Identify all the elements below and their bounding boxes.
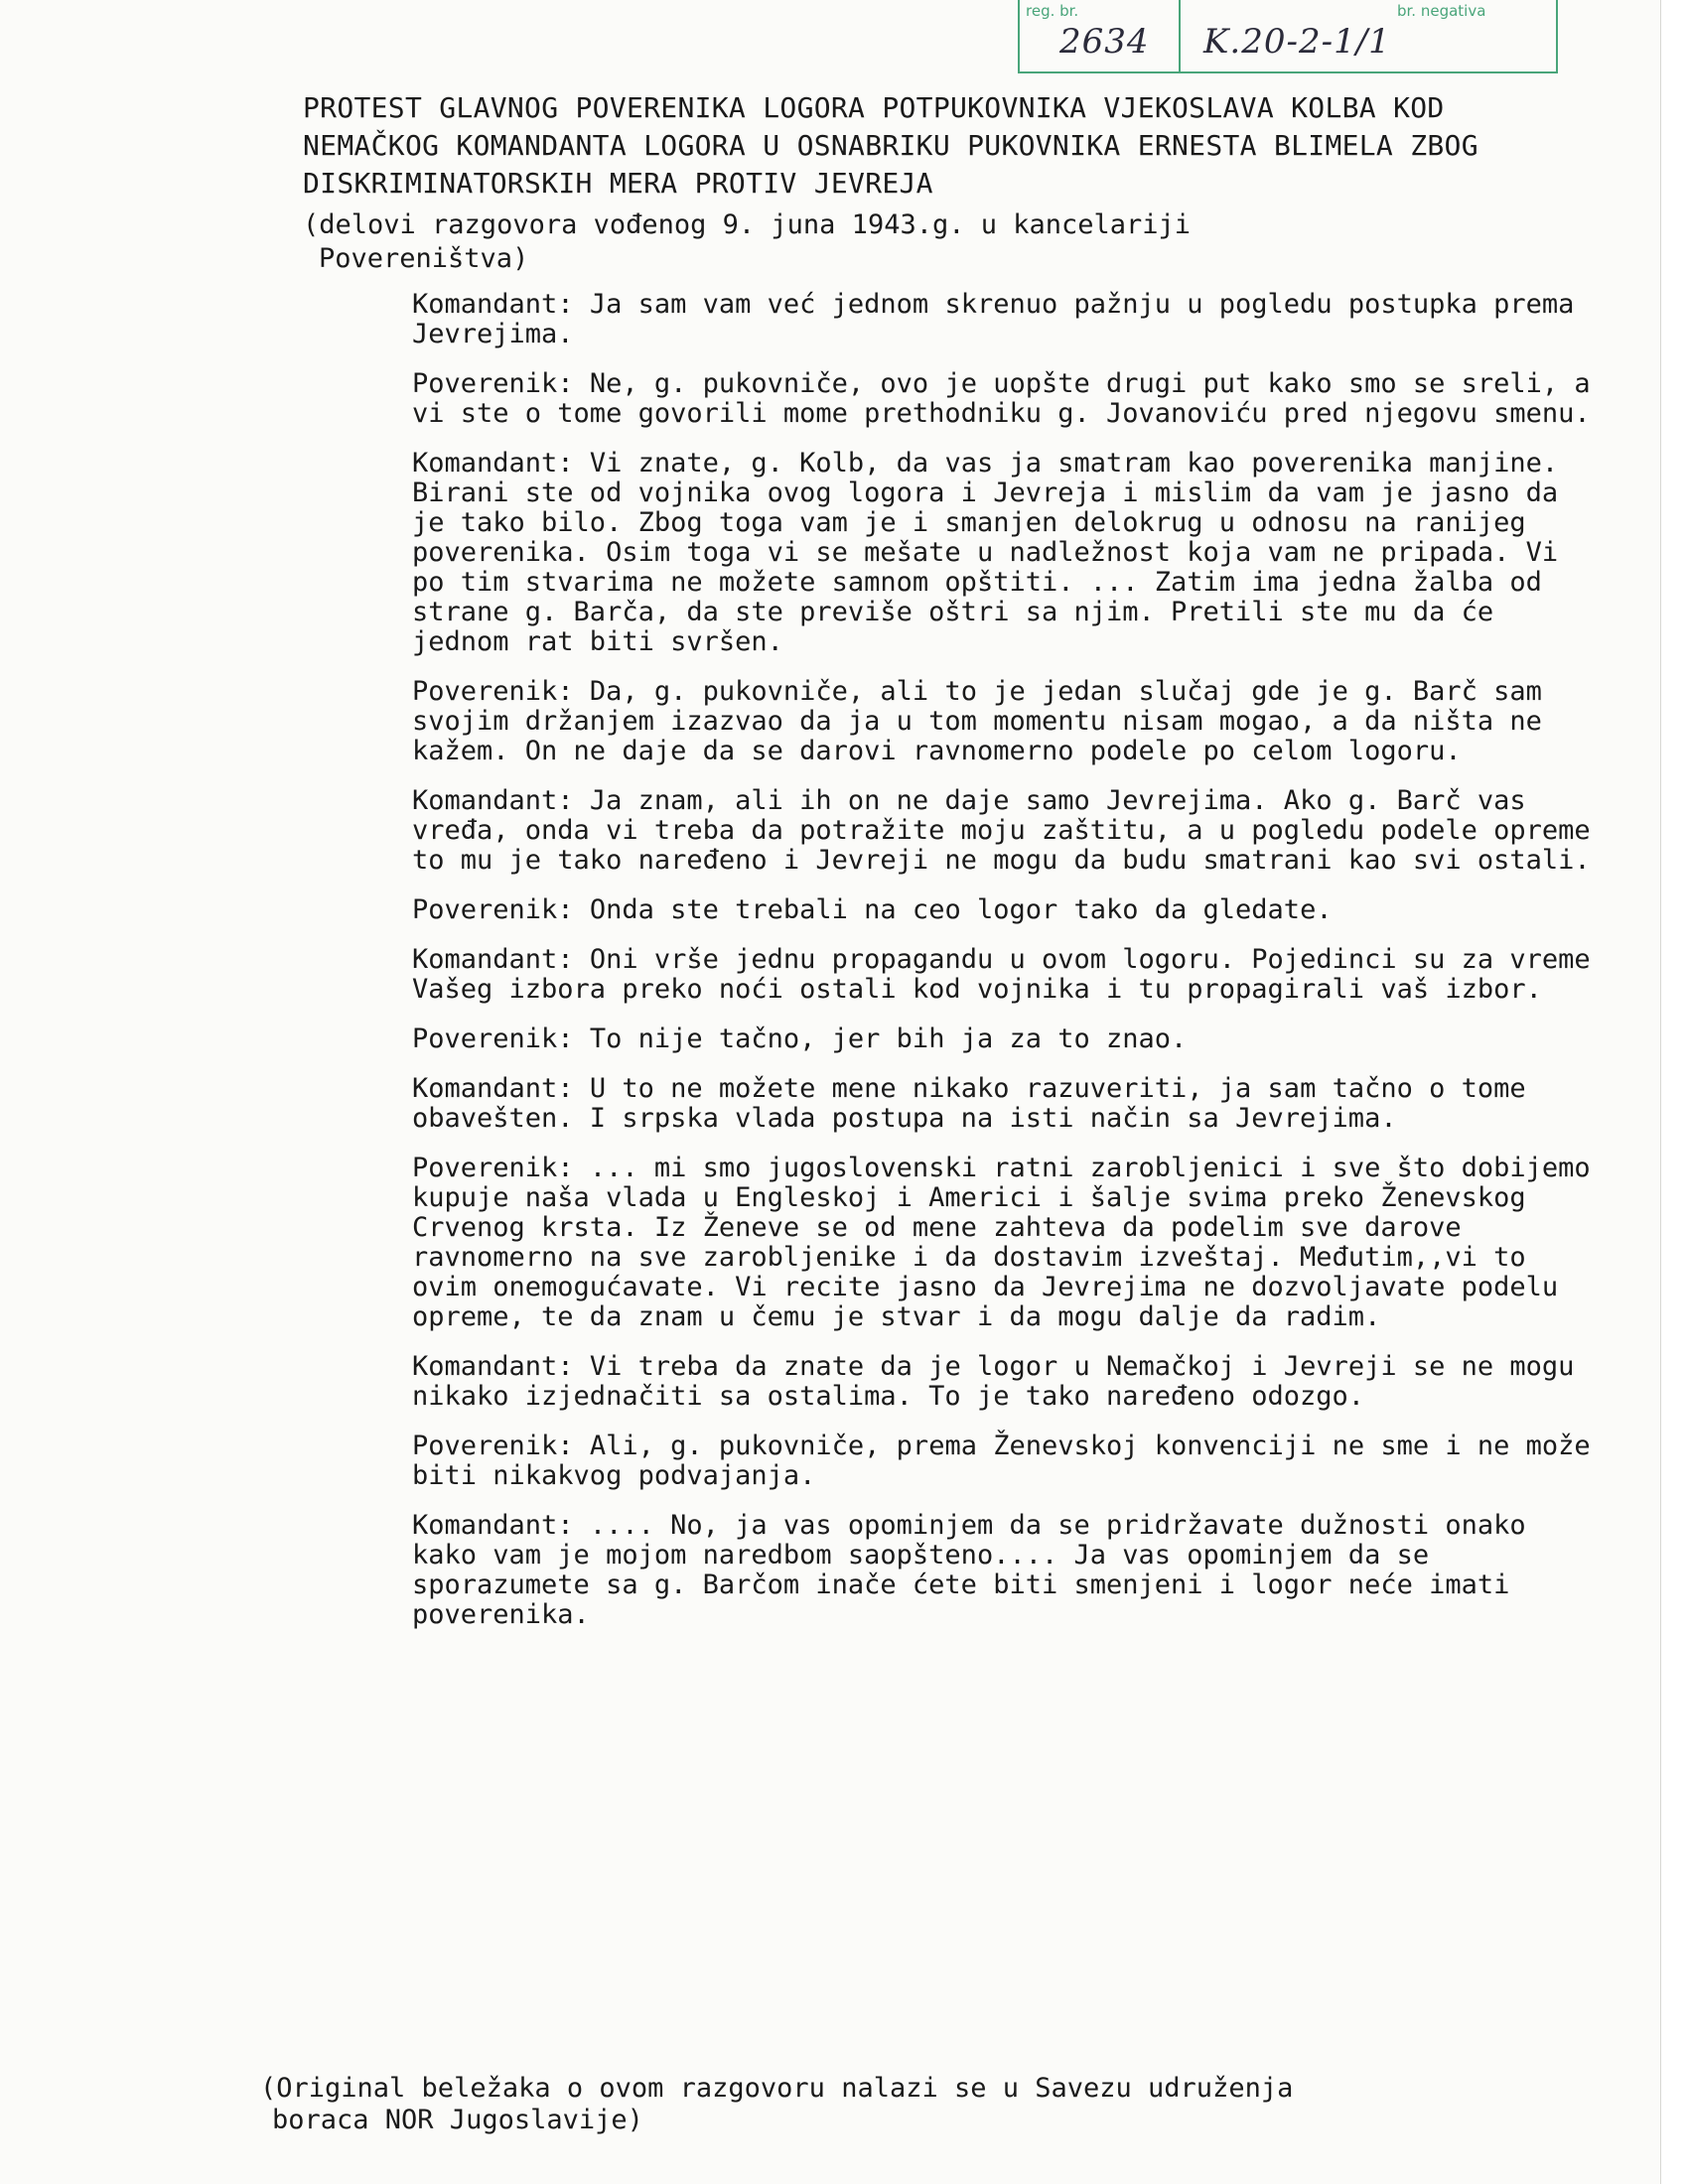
speaker-label: Poverenik :: [412, 368, 590, 399]
dialogue-transcript: [412, 290, 1594, 1650]
dialogue-turn: [412, 895, 1594, 925]
stamp-number: 2634: [1059, 22, 1150, 62]
speaker-label: Komandant :: [412, 448, 590, 478]
document-title: PROTEST GLAVNOG POVERENIKA LOGORA POTPUKOVNIKA VJEKOSLAVA KOLBA KOD NEMAČKOG KOMANDANTA LOGORA U OSNABRIKU PUKOVNIKA ERNESTA BLIMELA ZBOG DISKRIMINATORSKIH MERA PROTIV JEVREJA: [303, 91, 1478, 200]
turn-text: To nije tačno, jer bih ja za to znao.: [589, 1024, 1188, 1054]
turn-text: Ja sam vam već jednom skrenuo pažnju u pogledu postupka prema Jevrejima.: [412, 289, 1575, 349]
speaker-label: Komandant :: [412, 1510, 590, 1541]
footnote-line-1: (Original beležaka o ovom razgovoru nalazi se u Savezu udruženja: [260, 2073, 1294, 2104]
turn-text: U to ne možete mene nikako razuveriti, ja sam tačno o tome obavešten. I srpska vlada postupa na isti način sa Jevrejima.: [412, 1073, 1526, 1134]
dialogue-turn: [412, 1024, 1594, 1054]
speaker-label: Komandant :: [412, 944, 590, 975]
turn-text: ... mi smo jugoslovenski ratni zarobljenici i sve što dobijemo kupuje naša vlada u Engleskoj i Americi i šalje svima preko Ženevskog Crvenog krsta. Iz Ženeve se od mene zahteva da podelim sve darove ravnomerno na sve zarobljenike i da dostavim izveštaj. Međutim,,vi to ovim onemogućavate. Vi recite jasno da Jevrejima ne dozvoljavate podelu opreme, te da znam u čemu je stvar i da mogu dalje da radim.: [412, 1153, 1591, 1332]
speaker-label: Komandant :: [412, 1073, 590, 1104]
turn-text: Vi treba da znate da je logor u Nemačkoj i Jevreji se ne mogu nikako izjednačiti sa ostalima. To je tako naređeno odozgo.: [412, 1351, 1575, 1412]
dialogue-turn: [412, 1511, 1594, 1630]
speaker-label: Komandant :: [412, 289, 590, 320]
source-footnote: [260, 2073, 1571, 2136]
speaker-label: Komandant :: [412, 1351, 590, 1382]
stamp-divider: [1179, 0, 1181, 71]
dialogue-turn: [412, 1074, 1594, 1134]
dialogue-turn: [412, 1432, 1594, 1491]
stamp-header-right: br. negativa: [1397, 2, 1486, 20]
dialogue-turn: [412, 1154, 1594, 1332]
dialogue-turn: [412, 449, 1594, 657]
turn-text: .... No, ja vas opominjem da se pridržavate dužnosti onako kako vam je mojom naredbom saopšteno.... Ja vas opominjem da se sporazumete sa g. Barčom inače ćete biti smenjeni i logor neće imati poverenika.: [412, 1510, 1526, 1630]
speaker-label: Komandant :: [412, 785, 590, 816]
turn-text: Ali, g. pukovniče, prema Ženevskoj konvenciji ne sme i ne može biti nikakvog podvajanja.: [412, 1431, 1591, 1491]
turn-text: Da, g. pukovniče, ali to je jedan slučaj gde je g. Barč sam svojim držanjem izazvao da ja u tom momentu nisam mogao, a da ništa ne kažem. On ne daje da se darovi ravnomerno podele po celom logoru.: [412, 676, 1542, 766]
subtitle-line-1: (delovi razgovora vođenog 9. juna 1943.g. u kancelariji: [303, 209, 1192, 240]
dialogue-turn: [412, 369, 1594, 429]
turn-text: Ne, g. pukovniče, ovo je uopšte drugi put kako smo se sreli, a vi ste o tome govorili mome prethodniku g. Jovanoviću pred njegovu smenu.: [412, 368, 1591, 429]
subtitle-line-2: Povereništva): [319, 243, 529, 274]
dialogue-turn: [412, 1352, 1594, 1412]
dialogue-turn: [412, 945, 1594, 1005]
turn-text: Vi znate, g. Kolb, da vas ja smatram kao poverenika manjine. Birani ste od vojnika ovog logora i Jevreja i mislim da vam je jasno da je tako bilo. Zbog toga vam je i smanjen delokrug u odnosu na ranijeg poverenika. Osim toga vi se mešate u nadležnost koja vam ne pripada. Vi po tim stvarima ne možete samnom opštiti. ... Zatim ima jedna žalba od strane g. Barča, da ste previše oštri sa njim. Pretili ste mu da će jednom rat biti svršen.: [412, 448, 1559, 657]
stamp-header-left: reg. br.: [1026, 2, 1079, 20]
speaker-label: Poverenik :: [412, 676, 590, 707]
footnote-line-2: boraca NOR Jugoslavije): [272, 2105, 643, 2135]
dialogue-turn: [412, 786, 1594, 876]
turn-text: Ja znam, ali ih on ne daje samo Jevrejima. Ako g. Barč vas vređa, onda vi treba da potražite moju zaštitu, a u pogledu podele opreme to mu je tako naređeno i Jevreji ne mogu da budu smatrani kao svi ostali.: [412, 785, 1591, 876]
turn-text: Oni vrše jednu propagandu u ovom logoru. Pojedinci su za vreme Vašeg izbora preko noći ostali kod vojnika i tu propagirali vaš izbor.: [412, 944, 1591, 1005]
archive-stamp: [1018, 0, 1558, 73]
document-subtitle: [303, 208, 1544, 276]
speaker-label: Poverenik :: [412, 1153, 590, 1183]
stamp-code: K.20-2-1/1: [1203, 22, 1391, 62]
turn-text: Onda ste trebali na ceo logor tako da gledate.: [589, 894, 1333, 925]
speaker-label: Poverenik :: [412, 1431, 590, 1461]
speaker-label: Poverenik :: [412, 1024, 590, 1054]
dialogue-turn: [412, 290, 1594, 349]
dialogue-turn: [412, 677, 1594, 766]
speaker-label: Poverenik :: [412, 894, 590, 925]
